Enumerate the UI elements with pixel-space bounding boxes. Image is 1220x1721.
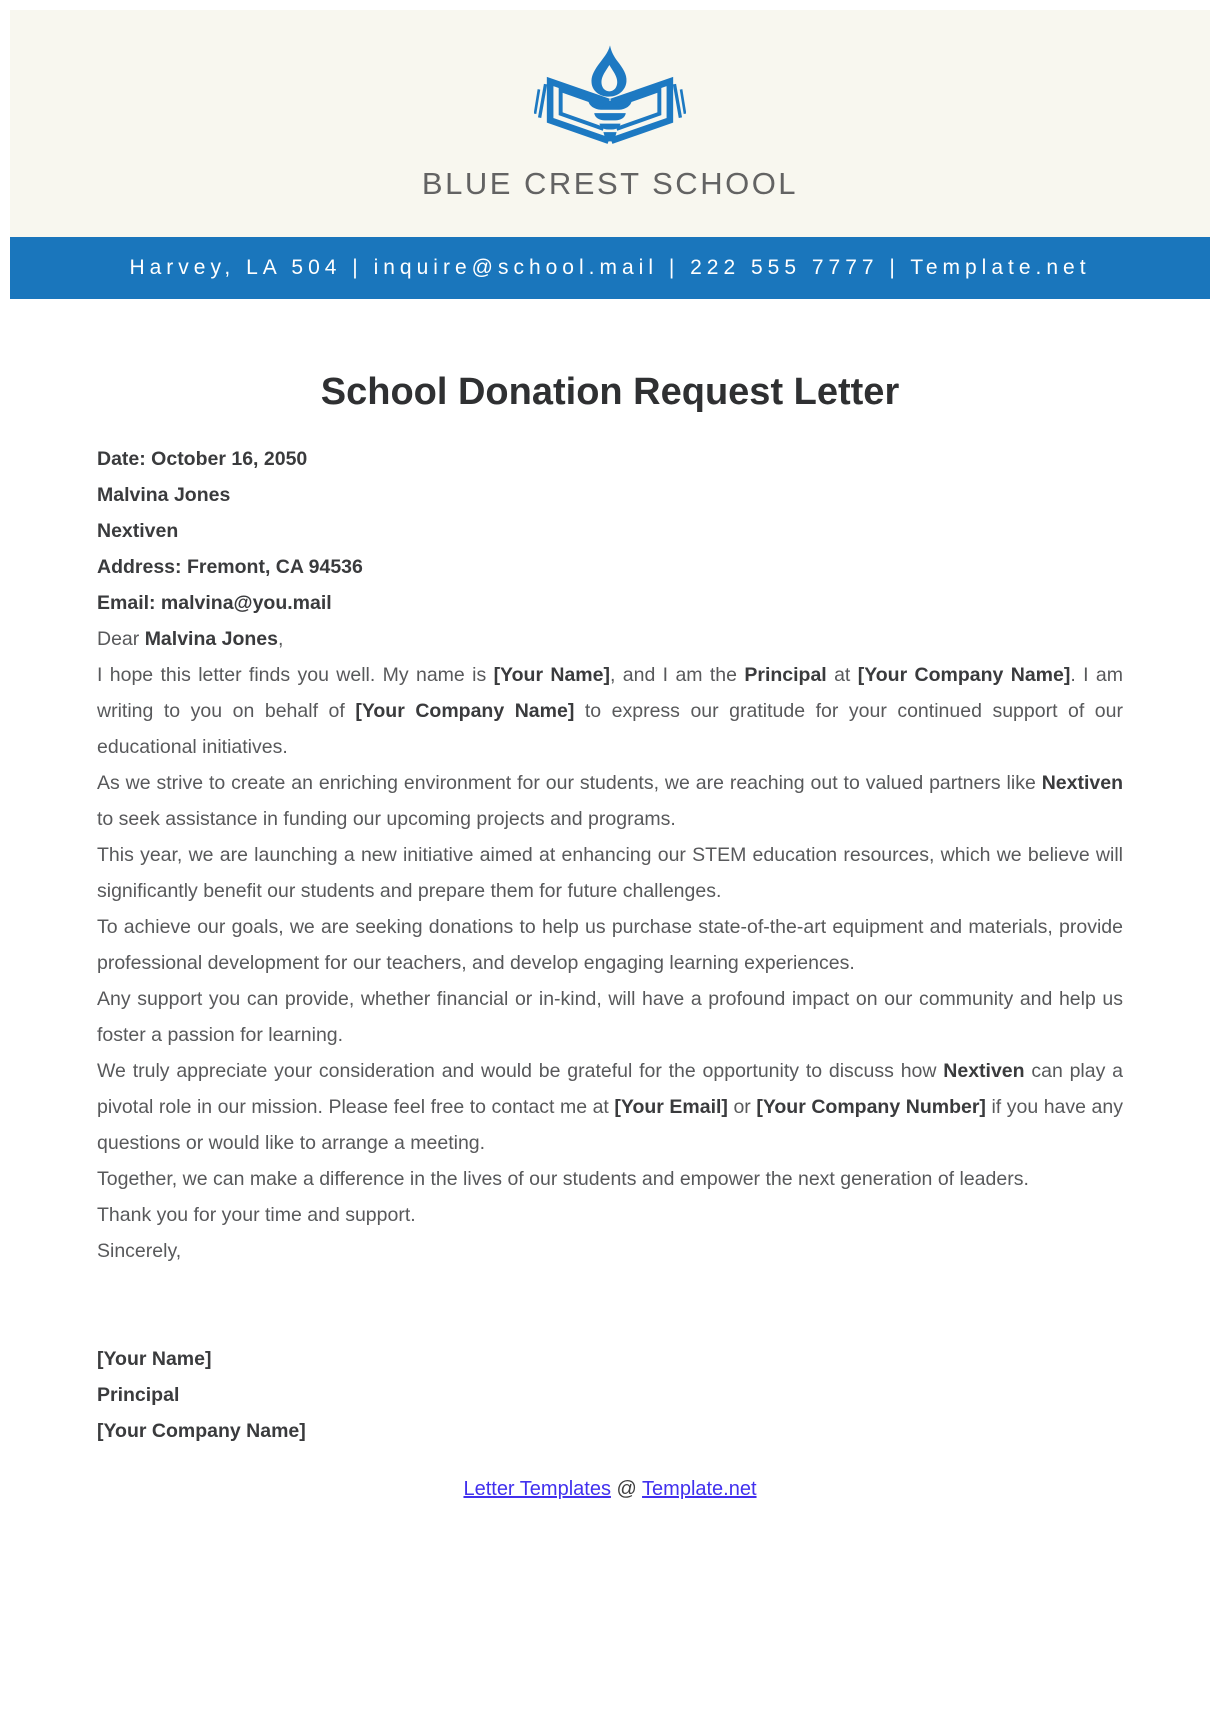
signature-company	[97, 1413, 1123, 1449]
bold-text-run: Email: malvina@you.mail	[97, 592, 332, 614]
text-run: Sincerely,	[97, 1240, 182, 1262]
letter-body	[0, 369, 1220, 1507]
bold-text-run: [Your Company Name]	[857, 664, 1071, 686]
letter-paragraphs	[97, 441, 1123, 1449]
bold-text-run: [Your Company Name]	[355, 700, 575, 722]
text-run: This year, we are launching a new initiative aimed at enhancing our STEM education resources, which we believe will significantly benefit our students and prepare them for future challenges.	[97, 844, 1123, 902]
paragraph-support	[97, 981, 1123, 1053]
bold-text-run: Principal	[97, 1384, 180, 1406]
template-net-link[interactable]: Template.net	[642, 1478, 757, 1500]
paragraph-intro	[97, 657, 1123, 765]
paragraph-partners	[97, 765, 1123, 837]
text-run: to seek assistance in funding our upcoming projects and programs.	[97, 808, 676, 830]
salutation	[97, 621, 1123, 657]
text-run: or	[727, 1096, 757, 1118]
letter-title: School Donation Request Letter	[320, 371, 900, 413]
bold-text-run: Principal	[744, 664, 827, 686]
closing-sincerely	[97, 1233, 1123, 1269]
text-run: We truly appreciate your consideration and would be grateful for the opportunity to discuss how	[97, 1060, 944, 1082]
text-run: at	[826, 664, 858, 686]
template-footer	[97, 1471, 1123, 1507]
text-run: . I am writing to you on behalf of	[97, 664, 1123, 722]
signature-title	[97, 1377, 1123, 1413]
footer-separator: @	[616, 1478, 637, 1500]
text-run: Thank you for your time and support.	[97, 1204, 416, 1226]
paragraph-initiative	[97, 837, 1123, 909]
school-header	[10, 10, 1210, 237]
text-run: I hope this letter finds you well. My name is	[97, 664, 494, 686]
school-logo	[10, 44, 1210, 156]
text-run: Any support you can provide, whether financial or in-kind, will have a profound impact on our community and help us foster a passion for learning.	[97, 988, 1123, 1046]
text-run: if you have any questions or would like to arrange a meeting.	[97, 1096, 1123, 1154]
paragraph-contact	[97, 1053, 1123, 1161]
paragraph-goals	[97, 909, 1123, 981]
text-run: As we strive to create an enriching environment for our students, we are reaching out to valued partners like	[97, 772, 1042, 794]
text-run: can play a pivotal role in our mission. Please feel free to contact me at	[97, 1060, 1124, 1118]
bold-text-run: [Your Email]	[614, 1096, 728, 1118]
text-run: Dear	[97, 628, 145, 650]
paragraph-together	[97, 1161, 1123, 1197]
bold-text-run: Malvina Jones	[144, 628, 278, 650]
contact-info-bar: Harvey, LA 504 | inquire@school.mail | 222 555 7777 | Template.net	[10, 237, 1210, 299]
bold-text-run: Nextiven	[97, 520, 179, 542]
bold-text-run: [Your Name]	[97, 1348, 212, 1370]
signature-gap	[97, 1269, 1123, 1341]
bold-text-run: [Your Name]	[493, 664, 610, 686]
text-run: To achieve our goals, we are seeking donations to help us purchase state-of-the-art equipment and materials, provide professional development for our teachers, and develop engaging learning experiences.	[97, 916, 1123, 974]
school-name: BLUE CREST SCHOOL	[421, 166, 799, 201]
bold-text-run: [Your Company Name]	[97, 1420, 306, 1442]
closing-thanks	[97, 1197, 1123, 1233]
letter-templates-link[interactable]: Letter Templates	[463, 1478, 611, 1500]
recipient-company-line	[97, 513, 1123, 549]
bold-text-run: [Your Company Number]	[756, 1096, 986, 1118]
bold-text-run: Malvina Jones	[97, 484, 231, 506]
bold-text-run: Nextiven	[1041, 772, 1123, 794]
bold-text-run: Nextiven	[943, 1060, 1025, 1082]
address-line	[97, 549, 1123, 585]
text-run: to express our gratitude for your continued support of our educational initiatives.	[97, 700, 1123, 758]
date-line	[97, 441, 1123, 477]
text-run: ,	[278, 628, 284, 650]
bold-text-run: Address: Fremont, CA 94536	[97, 556, 363, 578]
signature-name	[97, 1341, 1123, 1377]
email-line	[97, 585, 1123, 621]
bold-text-run: Date: October 16, 2050	[97, 448, 308, 470]
text-run: , and I am the	[610, 664, 745, 686]
text-run: Together, we can make a difference in the lives of our students and empower the next generation of leaders.	[97, 1168, 1029, 1190]
recipient-name-line	[97, 477, 1123, 513]
torch-book-icon	[534, 44, 686, 144]
